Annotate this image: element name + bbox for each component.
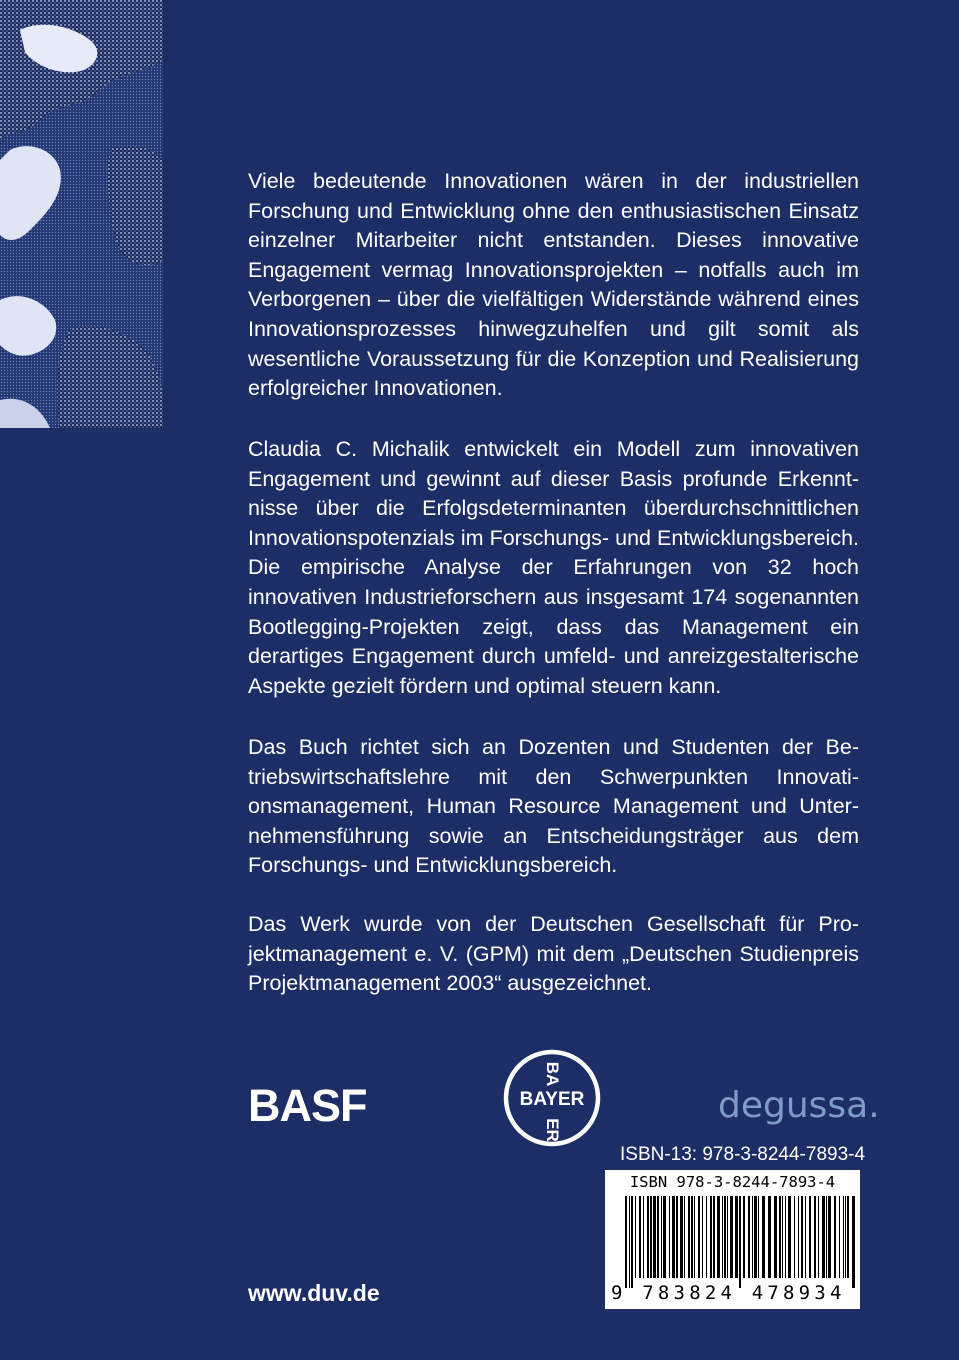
barcode-bar: [785, 1196, 786, 1278]
barcode-bar: [663, 1196, 666, 1278]
barcode-bar: [852, 1196, 855, 1288]
barcode-bar: [688, 1196, 690, 1278]
globe-illustration: [0, 0, 163, 428]
barcode-bar: [702, 1196, 703, 1278]
paragraph-text: Claudia C. Michalik entwickelt ein Modell zum innovativen Engagement und gewinnt auf dieser Basis profunde Erkenntnisse über die Erfolgsdeterminanten überdurchschnittlichen Innovationspotenzials im Forschungs- und Entwicklungsbereich. Die empirische Analyse der Erfahrungen von 32 hoch innovativen Industrieforschern aus insgesamt 174 sogenannten Bootlegging-Projekten zeigt, dass das Management ein derartiges Engagement durch umfeld- und anreizgestalterische Aspekte gezielt fördern und optimal steuern kann.: [248, 437, 859, 698]
barcode-bar: [754, 1196, 757, 1278]
paragraph-text: Viele bedeutende Innovationen wären in der industriellen Forschung und Entwicklung ohne den enthusiastischen Einsatz einzelner Mitarbeiter nicht entstanden. Dieses innovative Engagement vermag Innovationsprojekten – notfalls auch im Verborgenen – über die vielfältigen Widerstände während eines Innovationsprozesses hinwegzuhelfen und gilt somit als wesentliche Voraussetzung für die Konzeption und Realisierung erfolgreicher Innovationen.: [248, 169, 859, 401]
barcode-digits: [605, 1282, 860, 1304]
barcode-bar: [843, 1196, 844, 1278]
barcode-bar: [717, 1196, 720, 1278]
barcode: [605, 1170, 860, 1309]
barcode-bar: [794, 1196, 795, 1278]
barcode-bar: [653, 1196, 656, 1278]
bayer-vertical-top: BA: [543, 1061, 562, 1087]
barcode-bar: [758, 1196, 759, 1278]
barcode-bar: [722, 1196, 723, 1278]
barcode-bar: [762, 1196, 765, 1278]
barcode-bar: [801, 1196, 803, 1278]
barcode-bar: [727, 1196, 728, 1278]
isbn-label: ISBN-13: 978-3-8244-7893-4: [620, 1144, 866, 1165]
paragraph-author-model: [248, 435, 859, 701]
barcode-bar: [782, 1196, 783, 1278]
barcode-isbn-text: ISBN 978-3-8244-7893-4: [629, 1173, 836, 1191]
barcode-bar: [774, 1196, 777, 1278]
barcode-bar: [710, 1196, 712, 1278]
barcode-bar: [818, 1196, 819, 1278]
publisher-url[interactable]: www.duv.de: [248, 1280, 380, 1306]
barcode-bar: [743, 1196, 745, 1278]
barcode-bar: [822, 1196, 825, 1278]
barcode-bar: [724, 1196, 726, 1278]
barcode-bar: [730, 1196, 733, 1278]
barcode-bar: [672, 1196, 675, 1278]
barcode-bar: [676, 1196, 678, 1278]
barcode-bar: [847, 1196, 849, 1278]
barcode-bar: [788, 1196, 791, 1278]
barcode-bar: [631, 1196, 633, 1288]
globe-image: [0, 0, 163, 428]
barcode-bar: [826, 1196, 827, 1278]
barcode-bar: [647, 1196, 649, 1278]
barcode-bar: [839, 1196, 840, 1278]
bayer-logo: [502, 1048, 602, 1153]
barcode-bar: [657, 1196, 659, 1278]
barcode-bar: [834, 1196, 836, 1278]
paragraph-text: Das Werk wurde von der Deutschen Gesellschaft für Projektmanagement e. V. (GPM) mit dem „Deutschen Studienpreis Projektmanagement 2003“ ausgezeichnet.: [248, 912, 859, 996]
barcode-bar: [739, 1196, 741, 1288]
barcode-bar: [809, 1196, 811, 1278]
barcode-bar: [845, 1196, 846, 1278]
barcode-bar: [650, 1196, 652, 1278]
barcode-bar: [735, 1196, 738, 1278]
barcode-bar: [691, 1196, 693, 1278]
barcode-bar: [694, 1196, 695, 1278]
paragraph-award: [248, 910, 859, 999]
paragraph-audience: [248, 733, 859, 881]
barcode-bar: [629, 1196, 630, 1288]
barcode-bar: [698, 1196, 700, 1278]
barcode-bar: [684, 1196, 685, 1278]
barcode-bar: [814, 1196, 816, 1278]
barcode-bar: [748, 1196, 750, 1278]
bayer-vertical-bottom: ER: [543, 1118, 562, 1142]
barcode-digits-text: 9 783824 478934: [611, 1282, 846, 1304]
basf-logo: BASF: [248, 1080, 367, 1131]
bayer-horizontal-text: BAYER: [519, 1089, 585, 1110]
degussa-logo: degussa.: [718, 1085, 880, 1126]
barcode-bar: [828, 1196, 831, 1278]
paragraph-intro: [248, 167, 859, 404]
paragraph-text: Das Buch richtet sich an Dozenten und Studenten der Betriebswirtschaftslehre mit den Schwerpunkten Innovationsmanagement, Human Resource Management und Unternehmensführung sowie an Entscheidungsträger aus dem Forschungs- und Entwicklungsbereich.: [248, 735, 859, 878]
barcode-bar: [798, 1196, 799, 1278]
barcode-bar: [635, 1196, 636, 1278]
barcode-bar: [713, 1196, 715, 1278]
barcode-bar: [639, 1196, 641, 1278]
barcode-bar: [661, 1196, 662, 1278]
barcode-bar: [768, 1196, 771, 1278]
barcode-bar: [706, 1196, 707, 1278]
barcode-bar: [779, 1196, 781, 1278]
barcode-bar: [805, 1196, 806, 1278]
barcode-bar: [643, 1196, 644, 1278]
barcode-bar: [752, 1196, 753, 1278]
barcode-bar: [669, 1196, 670, 1278]
barcode-bar: [625, 1196, 627, 1288]
barcode-bar: [680, 1196, 683, 1278]
